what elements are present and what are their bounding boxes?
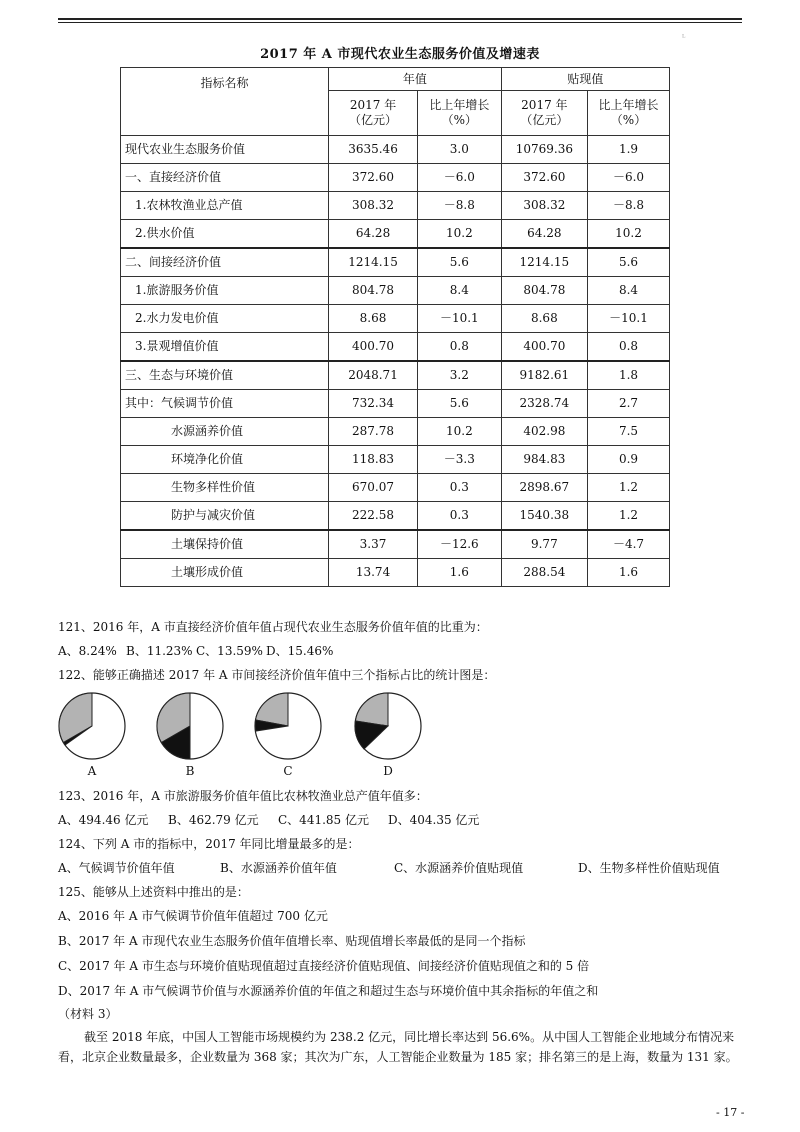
- page-number: - 17 -: [716, 1106, 745, 1119]
- material-label: （材料 3）: [58, 1007, 118, 1021]
- row-annual-growth: 0.8: [417, 333, 501, 362]
- row-name: 3.景观增值价值: [121, 333, 329, 362]
- header-annual-group: 年值: [329, 68, 502, 91]
- row-annual: 3635.46: [329, 136, 418, 164]
- option-c[interactable]: C、水源涵养价值贴现值: [394, 861, 524, 875]
- table-row: [121, 446, 670, 474]
- row-name: 二、间接经济价值: [121, 248, 329, 277]
- material-paragraph: 截至 2018 年底，中国人工智能市场规模约为 238.2 亿元，同比增长率达到 56.6%。从中国人工智能企业地域分布情况来看，北京企业数量最多，企业数量为 368 家；其次为广东，人工智能企业数量为 185 家；排名第三的是上海，数量为 131 家。: [58, 1030, 738, 1064]
- row-present-growth: 0.8: [588, 333, 670, 362]
- pie-chart-d[interactable]: [352, 690, 424, 762]
- row-present: 10769.36: [501, 136, 587, 164]
- row-present: 400.70: [501, 333, 587, 362]
- question-124-options: [58, 860, 720, 876]
- header-line: 比上年增长: [598, 98, 659, 112]
- row-present: 804.78: [501, 277, 587, 305]
- row-name: 其中：气候调节价值: [121, 390, 329, 418]
- row-name: 生物多样性价值: [121, 474, 329, 502]
- header-present-group: 贴现值: [501, 68, 669, 91]
- option-d[interactable]: D、生物多样性价值贴现值: [578, 861, 720, 875]
- row-present-growth: 1.2: [588, 502, 670, 531]
- row-name: 1.旅游服务价值: [121, 277, 329, 305]
- option-c[interactable]: C、441.85 亿元: [278, 813, 369, 827]
- question-125-option-b[interactable]: B、2017 年 A 市现代农业生态服务价值年值增长率、贴现值增长率最低的是同一个指标: [58, 934, 526, 948]
- option-d[interactable]: D、15.46%: [266, 644, 334, 658]
- row-annual: 287.78: [329, 418, 418, 446]
- row-annual-growth: －12.6: [417, 530, 501, 559]
- scan-mark: ᴸ: [682, 33, 686, 42]
- row-present-growth: 1.8: [588, 361, 670, 390]
- question-123-options: [58, 812, 479, 828]
- pie-chart-b[interactable]: [154, 690, 226, 762]
- table-row: [121, 248, 670, 277]
- row-present: 9.77: [501, 530, 587, 559]
- table-row: [121, 530, 670, 559]
- row-present-growth: 5.6: [588, 248, 670, 277]
- row-annual: 118.83: [329, 446, 418, 474]
- pie-chart-a[interactable]: [56, 690, 128, 762]
- question-121-options: [58, 643, 333, 659]
- table-row: [121, 305, 670, 333]
- row-annual: 400.70: [329, 333, 418, 362]
- row-present: 64.28: [501, 220, 587, 249]
- row-present: 9182.61: [501, 361, 587, 390]
- row-name: 水源涵养价值: [121, 418, 329, 446]
- row-present-growth: －8.8: [588, 192, 670, 220]
- header-line: 2017 年: [521, 98, 568, 112]
- row-annual-growth: －8.8: [417, 192, 501, 220]
- row-annual: 8.68: [329, 305, 418, 333]
- pie-label-c: C: [283, 764, 293, 778]
- row-present-growth: －4.7: [588, 530, 670, 559]
- row-name: 防护与减灾价值: [121, 502, 329, 531]
- table-row: [121, 390, 670, 418]
- row-present: 288.54: [501, 559, 587, 587]
- row-annual: 13.74: [329, 559, 418, 587]
- row-name: 土壤保持价值: [121, 530, 329, 559]
- table-row: [121, 474, 670, 502]
- row-annual: 64.28: [329, 220, 418, 249]
- question-125-option-c[interactable]: C、2017 年 A 市生态与环境价值贴现值超过直接经济价值贴现值、间接经济价值贴现值之和的 5 倍: [58, 959, 590, 973]
- row-present: 372.60: [501, 164, 587, 192]
- option-a[interactable]: A、气候调节价值年值: [58, 861, 175, 875]
- row-name: 环境净化价值: [121, 446, 329, 474]
- row-annual-growth: 0.3: [417, 474, 501, 502]
- question-123-stem: 123、2016 年，A 市旅游服务价值年值比农林牧渔业总产值年值多：: [58, 789, 428, 803]
- row-annual-growth: 0.3: [417, 502, 501, 531]
- header-annual-growth: [417, 91, 501, 136]
- table-row: [121, 333, 670, 362]
- option-b[interactable]: B、11.23%: [126, 644, 193, 658]
- pie-label-b: B: [185, 764, 195, 778]
- option-a[interactable]: A、494.46 亿元: [58, 813, 149, 827]
- table-row: [121, 361, 670, 390]
- row-annual-growth: 1.6: [417, 559, 501, 587]
- header-present-growth: [588, 91, 670, 136]
- option-b[interactable]: B、462.79 亿元: [168, 813, 259, 827]
- option-b[interactable]: B、水源涵养价值年值: [220, 861, 337, 875]
- row-present: 984.83: [501, 446, 587, 474]
- pie-label-d: D: [383, 764, 393, 778]
- row-present-growth: 1.9: [588, 136, 670, 164]
- header-present-value: [501, 91, 587, 136]
- table-row: [121, 220, 670, 249]
- row-annual: 732.34: [329, 390, 418, 418]
- table-row: [121, 559, 670, 587]
- option-d[interactable]: D、404.35 亿元: [388, 813, 480, 827]
- row-annual: 372.60: [329, 164, 418, 192]
- row-present: 402.98: [501, 418, 587, 446]
- row-annual: 3.37: [329, 530, 418, 559]
- row-present: 1540.38: [501, 502, 587, 531]
- pie-chart-c[interactable]: [252, 690, 324, 762]
- table-title: 2017 年 A 市现代农业生态服务价值及增速表: [260, 47, 540, 62]
- row-name: 现代农业生态服务价值: [121, 136, 329, 164]
- row-name: 2.水力发电价值: [121, 305, 329, 333]
- table-row: [121, 502, 670, 531]
- row-name: 一、直接经济价值: [121, 164, 329, 192]
- row-present-growth: －6.0: [588, 164, 670, 192]
- table-row: [121, 277, 670, 305]
- header-line: （亿元）: [520, 113, 569, 127]
- row-present: 2898.67: [501, 474, 587, 502]
- row-annual-growth: 3.0: [417, 136, 501, 164]
- row-present-growth: 1.6: [588, 559, 670, 587]
- row-annual: 1214.15: [329, 248, 418, 277]
- row-name: 土壤形成价值: [121, 559, 329, 587]
- row-name: 1.农林牧渔业总产值: [121, 192, 329, 220]
- row-annual: 222.58: [329, 502, 418, 531]
- question-124-stem: 124、下列 A 市的指标中，2017 年同比增量最多的是：: [58, 837, 360, 851]
- header-annual-value: [329, 91, 418, 136]
- data-table: [120, 67, 670, 587]
- header-line: 比上年增长: [429, 98, 490, 112]
- row-annual: 308.32: [329, 192, 418, 220]
- row-annual-growth: －6.0: [417, 164, 501, 192]
- table-row: [121, 136, 670, 164]
- question-125-option-a[interactable]: A、2016 年 A 市气候调节价值年值超过 700 亿元: [58, 909, 328, 923]
- row-present: 308.32: [501, 192, 587, 220]
- header-indicator: [121, 68, 329, 136]
- row-annual-growth: 5.6: [417, 390, 501, 418]
- header-line: （%）: [610, 113, 647, 127]
- row-annual-growth: 10.2: [417, 220, 501, 249]
- table-row: [121, 192, 670, 220]
- header-rule: [58, 18, 742, 20]
- option-a[interactable]: A、8.24%: [58, 644, 117, 658]
- question-122-stem: 122、能够正确描述 2017 年 A 市间接经济价值年值中三个指标占比的统计图是：: [58, 668, 496, 682]
- table-row: [121, 164, 670, 192]
- row-annual: 804.78: [329, 277, 418, 305]
- row-present-growth: 8.4: [588, 277, 670, 305]
- row-annual-growth: 5.6: [417, 248, 501, 277]
- row-name: 三、生态与环境价值: [121, 361, 329, 390]
- option-c[interactable]: C、13.59%: [196, 644, 263, 658]
- row-annual-growth: 10.2: [417, 418, 501, 446]
- table-row: [121, 418, 670, 446]
- row-name: 2.供水价值: [121, 220, 329, 249]
- row-present-growth: 1.2: [588, 474, 670, 502]
- question-121-stem: 121、2016 年，A 市直接经济价值年值占现代农业生态服务价值年值的比重为：: [58, 620, 488, 634]
- row-present: 1214.15: [501, 248, 587, 277]
- header-indicator-label: 指标名称: [200, 76, 249, 90]
- row-present-growth: 7.5: [588, 418, 670, 446]
- row-annual-growth: 3.2: [417, 361, 501, 390]
- question-125-stem: 125、能够从上述资料中推出的是：: [58, 885, 249, 899]
- row-annual: 2048.71: [329, 361, 418, 390]
- row-annual-growth: －10.1: [417, 305, 501, 333]
- row-present-growth: 10.2: [588, 220, 670, 249]
- pie-label-a: A: [87, 764, 97, 778]
- row-present: 2328.74: [501, 390, 587, 418]
- header-line: （%）: [441, 113, 478, 127]
- header-rule-thin: [58, 22, 742, 23]
- row-present-growth: 2.7: [588, 390, 670, 418]
- row-annual-growth: 8.4: [417, 277, 501, 305]
- row-annual-growth: －3.3: [417, 446, 501, 474]
- row-present-growth: 0.9: [588, 446, 670, 474]
- question-125-option-d[interactable]: D、2017 年 A 市气候调节价值与水源涵养价值的年值之和超过生态与环境价值中其余指标的年值之和: [58, 984, 599, 998]
- header-line: 2017 年: [349, 98, 397, 112]
- row-present-growth: －10.1: [588, 305, 670, 333]
- row-annual: 670.07: [329, 474, 418, 502]
- row-present: 8.68: [501, 305, 587, 333]
- header-line: （亿元）: [349, 113, 398, 127]
